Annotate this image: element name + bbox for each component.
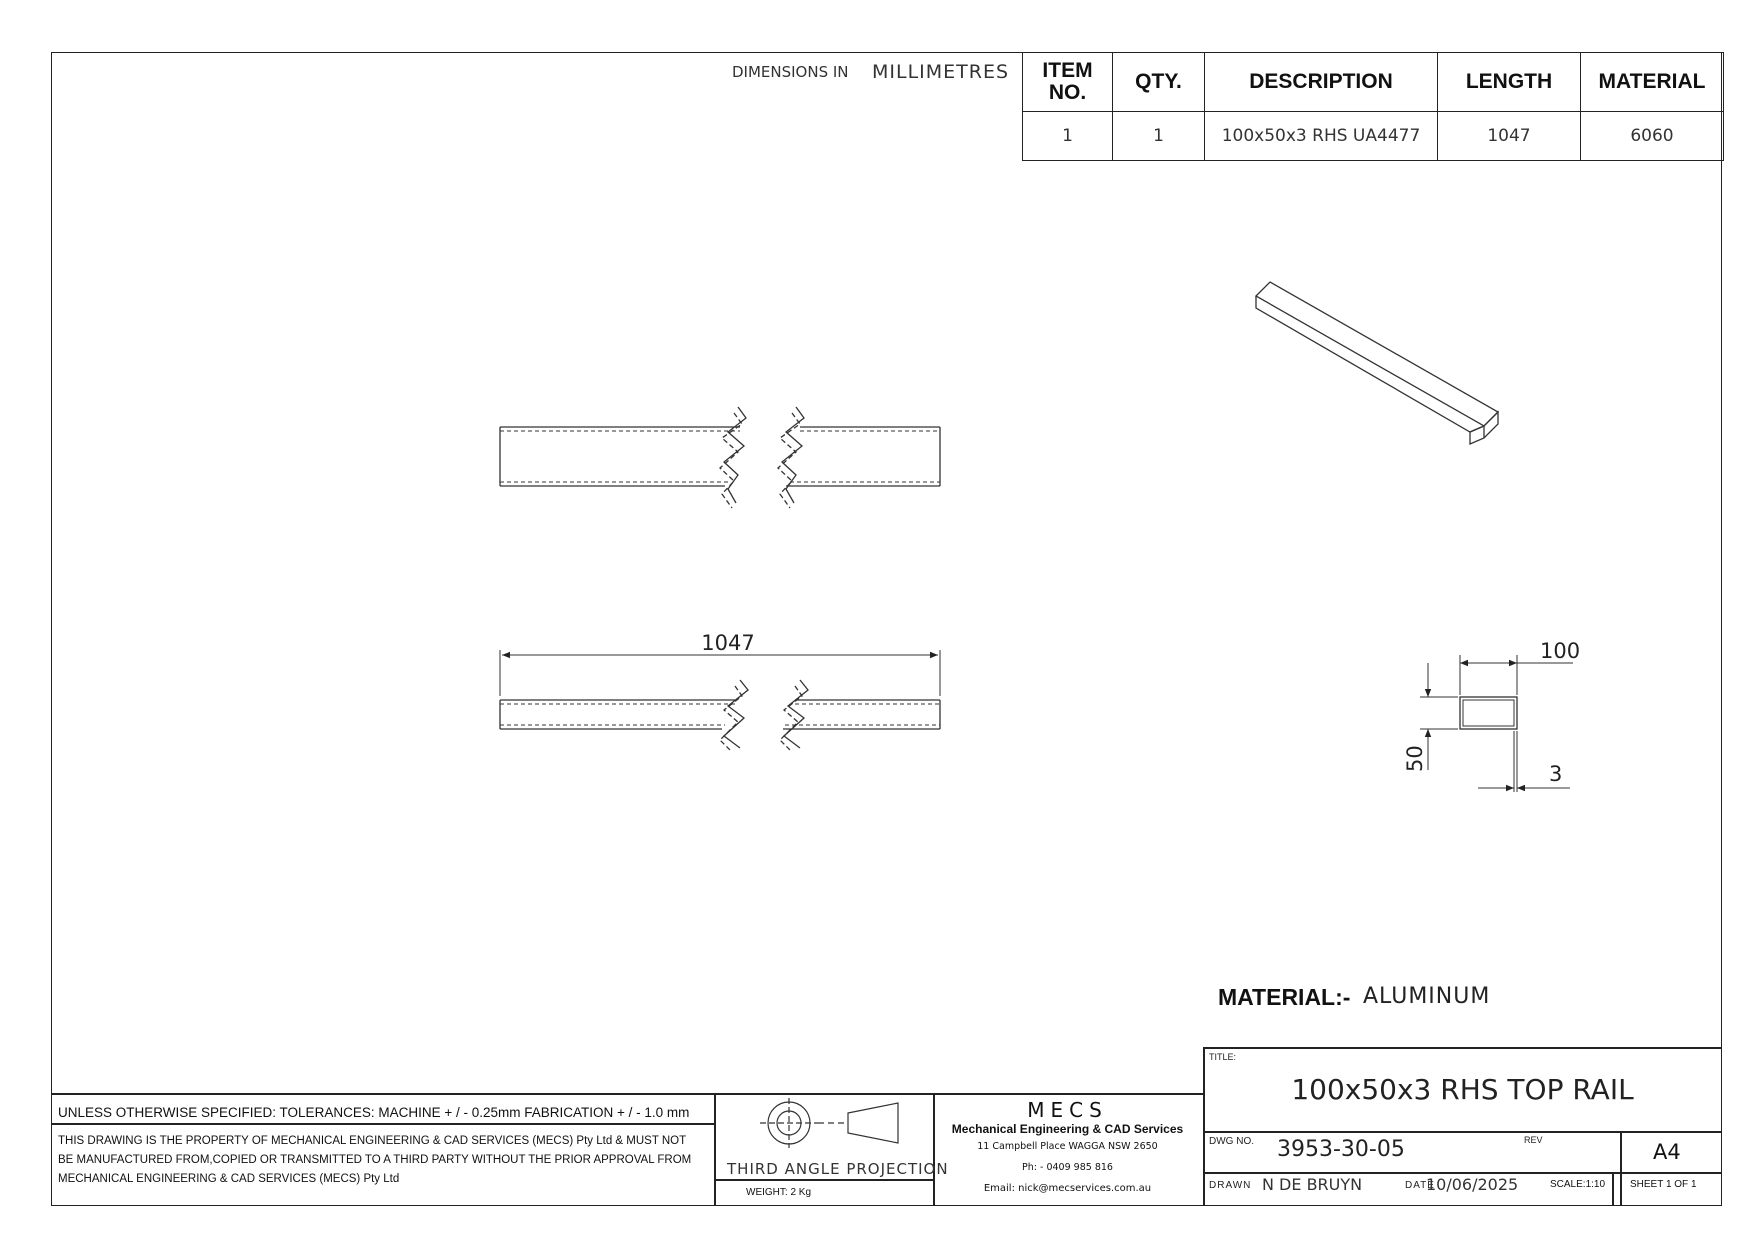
company-name: Mechanical Engineering & CAD Services: [951, 1122, 1184, 1136]
sheet-left-line: [1612, 1172, 1614, 1205]
material-note-value: ALUMINUM: [1363, 984, 1491, 1009]
dwg-divider: [1203, 1172, 1721, 1174]
company-email: Email: nick@mecservices.com.au: [983, 1183, 1152, 1194]
bom-header-material: MATERIAL: [1581, 53, 1724, 112]
date-label: DATE: [1405, 1180, 1435, 1191]
dimensions-unit: MILLIMETRES: [872, 61, 1010, 83]
company-logo: MECS: [1027, 1098, 1108, 1122]
drawing-title: 100x50x3 RHS TOP RAIL: [1291, 1073, 1634, 1106]
weight-divider: [714, 1179, 933, 1181]
bom-cell-length: 1047: [1438, 112, 1581, 161]
property-notice: THIS DRAWING IS THE PROPERTY OF MECHANICAL ENGINEERING & CAD SERVICES (MECS) Pty Ltd & MUST NOT BE MANUFACTURED FROM,COPIED OR TRANSMITTED TO A THIRD PARTY WITHOUT THE PRIOR APPROVAL FROM MECHANICAL ENGINEERING & CAD SERVICES (MECS) Pty Ltd: [58, 1135, 692, 1185]
tolerance-divider: [51, 1123, 714, 1125]
bom-cell-qty: 1: [1113, 112, 1205, 161]
title-divider: [1203, 1131, 1721, 1133]
scale-value: SCALE:1:10: [1550, 1179, 1606, 1190]
weight-value: WEIGHT: 2 Kg: [746, 1187, 812, 1198]
length-dimension: 1047: [701, 631, 755, 655]
material-note-label: MATERIAL:-: [1218, 984, 1351, 1010]
height-dimension: 50: [1403, 745, 1427, 772]
bom-cell-material: 6060: [1581, 112, 1724, 161]
rev-label: REV: [1524, 1135, 1543, 1145]
tolerance-note: UNLESS OTHERWISE SPECIFIED: TOLERANCES: MACHINE + / - 0.25mm FABRICATION + / - 1.0 mm: [58, 1105, 690, 1120]
third-angle-projection-symbol: [760, 1098, 898, 1148]
projection-left-line: [714, 1093, 716, 1205]
bom-header-description: DESCRIPTION: [1205, 53, 1438, 112]
bom-header-item-no: ITEM NO.: [1023, 53, 1113, 112]
company-address: 11 Campbell Place WAGGA NSW 2650: [977, 1141, 1158, 1152]
rev-left-line: [1620, 1131, 1622, 1205]
title-block-left-line: [1203, 1047, 1205, 1205]
sheet-value: SHEET 1 OF 1: [1630, 1179, 1697, 1190]
dwg-no-value: 3953-30-05: [1277, 1137, 1405, 1162]
date-value: 10/06/2025: [1426, 1175, 1519, 1194]
rev-value: A4: [1653, 1140, 1681, 1164]
bom-header-length: LENGTH: [1438, 53, 1581, 112]
dimensions-label: DIMENSIONS IN: [732, 63, 849, 81]
company-phone: Ph: - 0409 985 816: [1022, 1162, 1113, 1173]
front-view: [500, 650, 940, 752]
bom-cell-description: 100x50x3 RHS UA4477: [1205, 112, 1438, 161]
projection-label: THIRD ANGLE PROJECTION: [727, 1160, 949, 1178]
title-block-top-line: [1203, 1047, 1721, 1049]
width-dimension: 100: [1540, 639, 1581, 663]
title-label: TITLE:: [1209, 1052, 1237, 1062]
bom-header-qty: QTY.: [1113, 53, 1205, 112]
dwg-no-label: DWG NO.: [1209, 1136, 1254, 1147]
drawn-by-value: N DE BRUYN: [1262, 1175, 1363, 1194]
top-view: [500, 407, 940, 508]
wall-dimension: 3: [1549, 762, 1563, 786]
bom-cell-item-no: 1: [1023, 112, 1113, 161]
isometric-view: [1256, 282, 1498, 444]
drawn-label: DRAWN: [1209, 1180, 1252, 1191]
title-block-row-line: [51, 1093, 1203, 1095]
